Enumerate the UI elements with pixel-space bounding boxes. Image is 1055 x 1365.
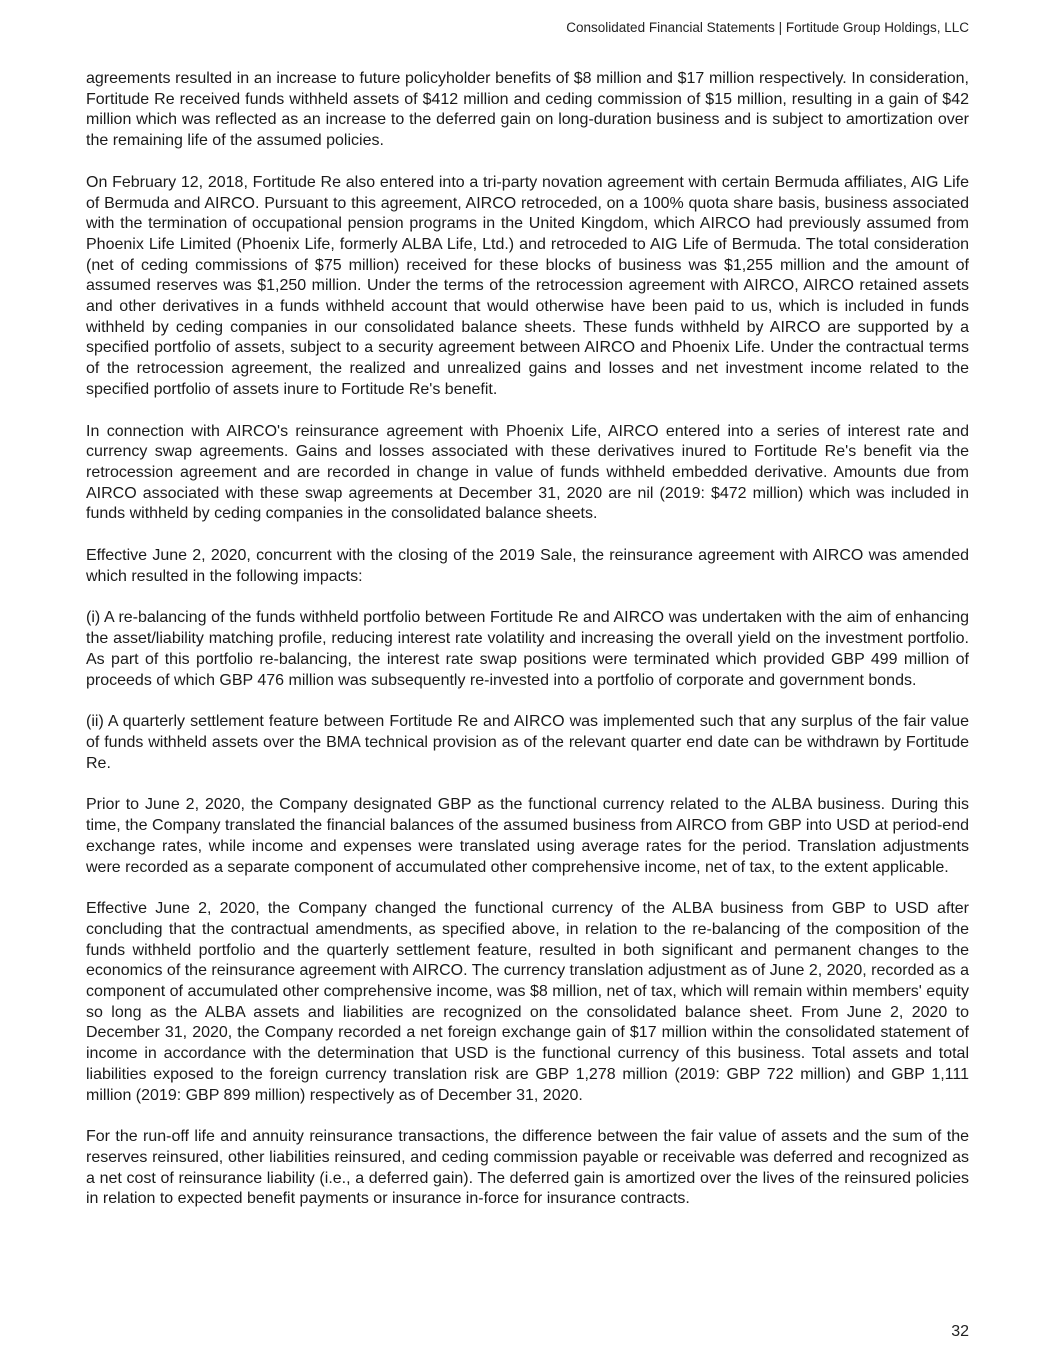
document-body	[86, 69, 969, 1231]
paragraph-assumed-policies-gain: agreements resulted in an increase to future policyholder benefits of $8 million and $17 million respectively. In consideration, Fortitude Re received funds withheld assets of $412 million and ceding commission of $15 million, resulting in a gain of $42 million which was reflected as an increase to the deferred gain on long-duration business and is subject to amortization over the remaining life of the assumed policies.	[86, 70, 969, 150]
paragraph-functional-currency-change: Effective June 2, 2020, the Company changed the functional currency of the ALBA business from GBP to USD after concluding that the contractual amendments, as specified above, in relation to the re-balancing of the composition of the funds withheld portfolio and the quarterly settlement feature, resulted in both significant and permanent changes to the economics of the reinsurance agreement with AIRCO. The currency translation adjustment as of June 2, 2020, recorded as a component of accumulated other comprehensive income, was $8 million, net of tax, which will remain within members' equity so long as the ALBA assets and liabilities are recognized on the consolidated balance sheet. From June 2, 2020 to December 31, 2020, the Company recorded a net foreign exchange gain of $17 million within the consolidated statement of income in accordance with the determination that USD is the functional currency of this business. Total assets and total liabilities exposed to the foreign currency translation risk are GBP 1,278 million (2019: GBP 722 million) and GBP 1,111 million (2019: GBP 899 million) respectively as of December 31, 2020.	[86, 900, 969, 1104]
paragraph-tri-party-novation: On February 12, 2018, Fortitude Re also entered into a tri-party novation agreement with certain Bermuda affiliates, AIG Life of Bermuda and AIRCO. Pursuant to this agreement, AIRCO retroceded, on a 100% quota share basis, business associated with the termination of occupational pension programs in the United Kingdom, which AIRCO had previously assumed from Phoenix Life Limited (Phoenix Life, formerly ALBA Life, Ltd.) and retroceded to AIG Life of Bermuda. The total consideration (net of ceding commissions of $75 million) received for these blocks of business was $1,255 million and the amount of assumed reserves was $1,250 million. Under the terms of the retrocession agreement with AIRCO, AIRCO retained assets and other derivatives in a funds withheld account that would otherwise have been paid to us, which is included in funds withheld by ceding companies in our consolidated balance sheets. These funds withheld by AIRCO are supported by a specified portfolio of assets, subject to a security agreement between AIRCO and Phoenix Life. Under the contractual terms of the retrocession agreement, the realized and unrealized gains and losses and net investment income related to the specified portfolio of assets inure to Fortitude Re's benefit.	[86, 173, 969, 398]
paragraph-impact-rebalancing: (i) A re-balancing of the funds withheld portfolio between Fortitude Re and AIRCO was undertaken with the aim of enhancing the asset/liability matching profile, reducing interest rate volatility and increasing the overall yield on the investment portfolio. As part of this portfolio re-balancing, the interest rate swap positions were terminated which provided GBP 499 million of proceeds of which GBP 476 million was subsequently re-invested into a portfolio of corporate and government bonds.	[86, 609, 969, 689]
paragraph-prior-functional-currency: Prior to June 2, 2020, the Company designated GBP as the functional currency related to the ALBA business. During this time, the Company translated the financial balances of the assumed business from AIRCO from GBP into USD at period-end exchange rates, while income and expenses were translated using average rates for the period. Translation adjustments were recorded as a separate component of accumulated other comprehensive income, net of tax, to the extent applicable.	[86, 796, 969, 876]
page-number: 32	[951, 1323, 969, 1340]
paragraph-amendment-intro: Effective June 2, 2020, concurrent with the closing of the 2019 Sale, the reinsurance agreement with AIRCO was amended which resulted in the following impacts:	[86, 547, 969, 585]
running-header: Consolidated Financial Statements | Fortitude Group Holdings, LLC	[566, 20, 969, 35]
paragraph-swap-agreements: In connection with AIRCO's reinsurance agreement with Phoenix Life, AIRCO entered into a series of interest rate and currency swap agreements. Gains and losses associated with these derivatives inured to Fortitude Re's benefit via the retrocession agreement and are recorded in change in value of funds withheld embedded derivative. Amounts due from AIRCO associated with these swap agreements at December 31, 2020 are nil (2019: $472 million) which was included in funds withheld by ceding companies in the consolidated balance sheets.	[86, 422, 969, 523]
paragraph-impact-quarterly-settlement: (ii) A quarterly settlement feature between Fortitude Re and AIRCO was implemented such that any surplus of the fair value of funds withheld assets over the BMA technical provision as of the relevant quarter end date can be withdrawn by Fortitude Re.	[86, 713, 969, 772]
paragraph-deferred-gain: For the run-off life and annuity reinsurance transactions, the difference between the fair value of assets and the sum of the reserves reinsured, other liabilities reinsured, and ceding commission payable or receivable was deferred and recognized as a net cost of reinsurance liability (i.e., a deferred gain). The deferred gain is amortized over the lives of the reinsured policies in relation to expected benefit payments or insurance in-force for insurance contracts.	[86, 1128, 969, 1208]
